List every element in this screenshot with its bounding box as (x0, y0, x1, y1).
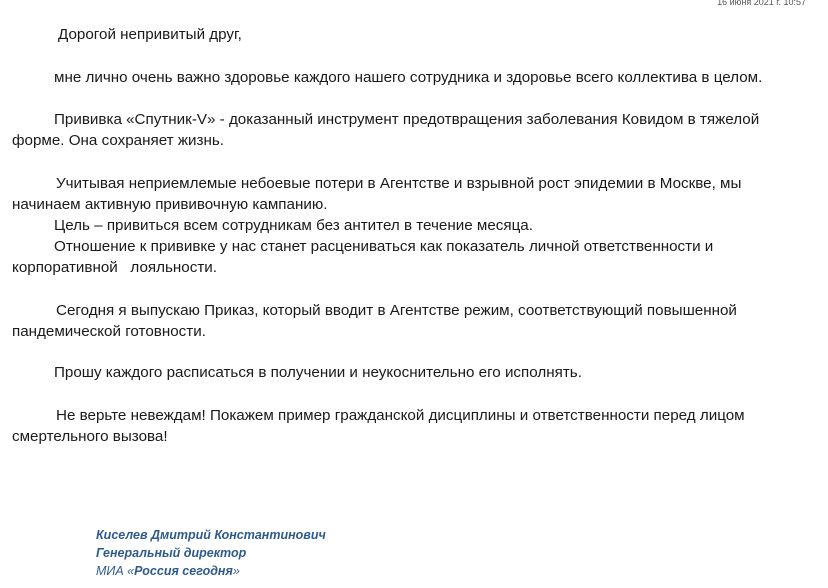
org-prefix: МИА « (96, 564, 135, 578)
paragraph-4-line-2: пандемической готовности. (12, 323, 206, 340)
paragraph-2-line-2: форме. Она сохраняет жизнь. (12, 132, 224, 149)
paragraph-3-line-2: начинаем активную прививочную кампанию. (12, 196, 328, 213)
paragraph-6-line-2: смертельного вызова! (12, 428, 168, 445)
paragraph-4-line-1: Сегодня я выпускаю Приказ, который вводит в Агентстве режим, соответствующий повышенной (56, 302, 737, 319)
org-name: Россия сегодня (134, 564, 233, 578)
greeting: Дорогой непривитый друг, (58, 26, 242, 43)
paragraph-3-line-5: корпоративной лояльности. (12, 259, 217, 276)
paragraph-5: Прошу каждого расписаться в получении и неукоснительно его исполнять. (54, 364, 582, 381)
paragraph-3-line-3: Цель – привиться всем сотрудникам без антител в течение месяца. (54, 217, 533, 234)
paragraph-1: мне лично очень важно здоровье каждого нашего сотрудника и здоровье всего коллектива в целом. (54, 69, 763, 86)
signature-position: Генеральный директор (96, 546, 247, 560)
paragraph-3-line-1: Учитывая неприемлемые небоевые потери в Агентстве и взрывной рост эпидемии в Москве, мы (56, 175, 742, 192)
org-suffix: » (232, 564, 240, 578)
paragraph-3-line-4: Отношение к прививке у нас станет расцениваться как показатель личной ответственности и (54, 238, 714, 255)
paragraph-2-line-1: Прививка «Спутник-V» - доказанный инструмент предотвращения заболевания Ковидом в тяжелой (54, 111, 760, 128)
signature-name: Киселев Дмитрий Константинович (96, 528, 326, 542)
email-header-timestamp: 16 июня 2021 г. 10:57 (717, 0, 806, 7)
paragraph-6-line-1: Не верьте невеждам! Покажем пример гражданской дисциплины и ответственности перед лицом (56, 407, 745, 424)
signature-organization (96, 563, 240, 579)
